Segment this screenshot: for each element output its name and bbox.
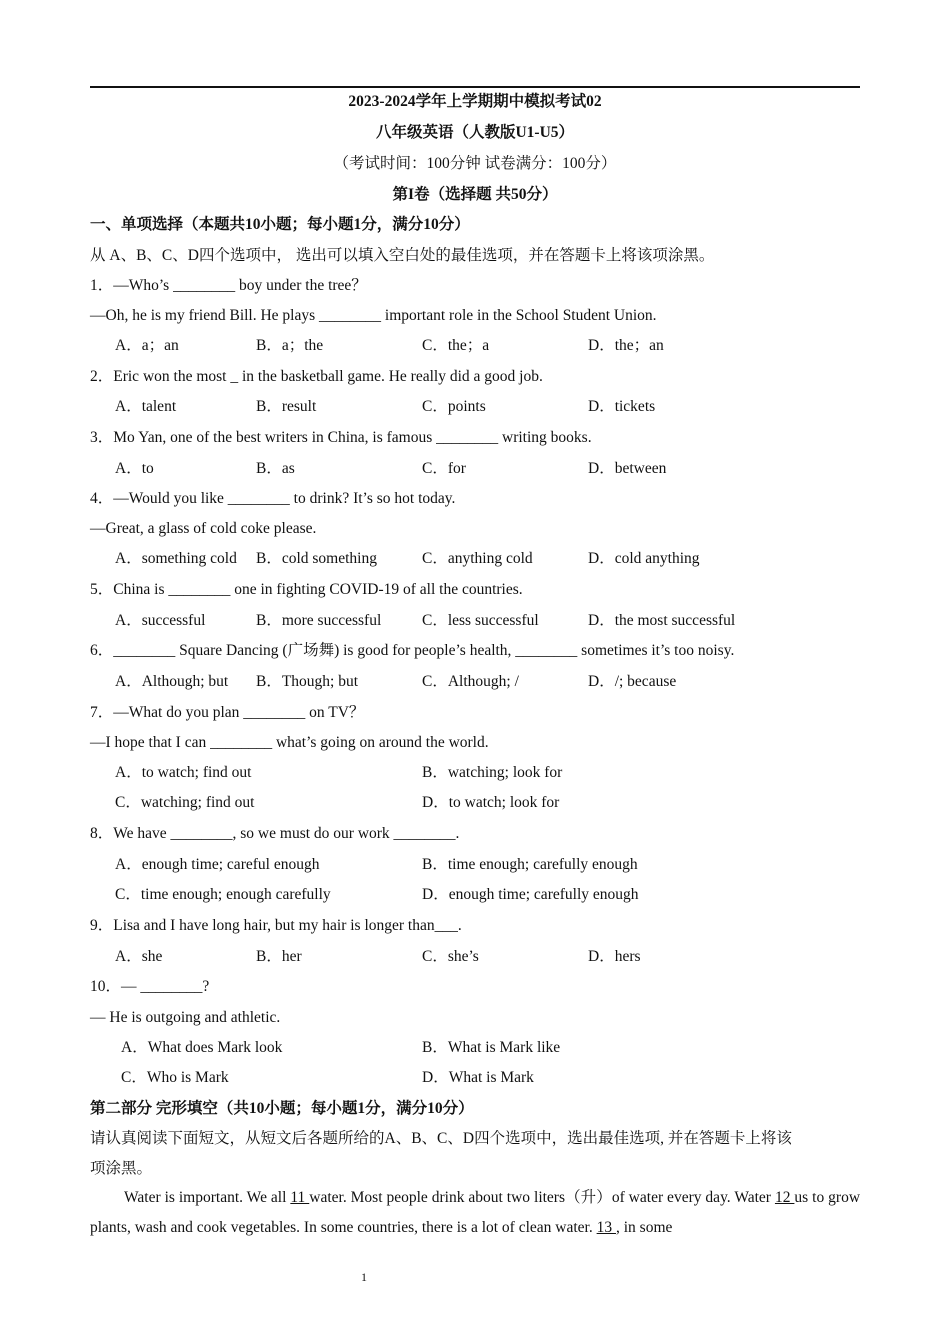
question-9-option-d: D．hers bbox=[588, 948, 641, 965]
question-5-option-d: D．the most successful bbox=[588, 612, 736, 629]
question-2-line-1: 2．Eric won the most _ in the basketball game. He really did a good job. bbox=[90, 368, 543, 385]
question-3-option-c: C．for bbox=[422, 460, 466, 477]
question-4-option-c: C．anything cold bbox=[422, 550, 533, 567]
question-6-option-d: D．/; because bbox=[588, 673, 677, 690]
volume-heading: 第I卷（选择题 共50分） bbox=[392, 186, 558, 203]
section1-heading: 一、单项选择（本题共10小题；每小题1分，满分10分） bbox=[90, 216, 470, 233]
passage-text-2: water. Most people drink about two liters（升）of water every day. Water bbox=[309, 1189, 775, 1206]
question-3-option-d: D．between bbox=[588, 460, 667, 477]
question-10-line-1: 10．— ________? bbox=[90, 978, 210, 995]
question-7-option-a: A．to watch; find out bbox=[115, 764, 252, 781]
question-8-option-a: A．enough time; careful enough bbox=[115, 856, 320, 873]
question-3-option-b: B．as bbox=[256, 460, 295, 477]
section1-instruction: 从 A、B、C、D四个选项中， 选出可以填入空白处的最佳选项，并在答题卡上将该项涂黑。 bbox=[90, 247, 715, 264]
exam-info: （考试时间：100分钟 试卷满分：100分） bbox=[333, 155, 617, 172]
question-10-option-a: A．What does Mark look bbox=[121, 1039, 283, 1056]
question-2-option-c: C．points bbox=[422, 398, 486, 415]
question-5-option-b: B．more successful bbox=[256, 612, 382, 629]
question-8-line-1: 8．We have ________, so we must do our work ________. bbox=[90, 825, 460, 842]
question-5-option-a: A．successful bbox=[115, 612, 206, 629]
question-3-option-a: A．to bbox=[115, 460, 154, 477]
passage-text-4: , in some bbox=[615, 1219, 673, 1236]
question-1-option-b: B．a；the bbox=[256, 337, 324, 354]
question-1-option-d: D．the；an bbox=[588, 337, 664, 354]
cloze-passage bbox=[90, 1183, 860, 1243]
question-1-line-1: 1．—Who’s ________ boy under the tree？ bbox=[90, 277, 367, 294]
question-9-option-b: B．her bbox=[256, 948, 302, 965]
passage-text-3: us to grow plants, wash and cook vegetables. In some countries, there is a lot of clean water. bbox=[90, 1189, 861, 1236]
question-10-option-c: C．Who is Mark bbox=[121, 1069, 229, 1086]
question-4-option-d: D．cold anything bbox=[588, 550, 700, 567]
question-10-option-d: D．What is Mark bbox=[422, 1069, 534, 1086]
question-2-option-a: A．talent bbox=[115, 398, 177, 415]
question-4-line-2: —Great, a glass of cold coke please. bbox=[90, 520, 317, 537]
blank-11: 11 bbox=[290, 1189, 310, 1206]
question-1-line-2: —Oh, he is my friend Bill. He plays ________ important role in the School Student Union. bbox=[90, 307, 657, 324]
question-10-option-b: B．What is Mark like bbox=[422, 1039, 561, 1056]
question-8-option-b: B．time enough; carefully enough bbox=[422, 856, 638, 873]
question-7-option-b: B．watching; look for bbox=[422, 764, 563, 781]
section2-instruction-line-2: 项涂黑。 bbox=[90, 1160, 153, 1177]
question-10-line-2: — He is outgoing and athletic. bbox=[90, 1009, 281, 1026]
question-3-line-1: 3．Mo Yan, one of the best writers in China, is famous ________ writing books. bbox=[90, 429, 592, 446]
question-1-option-c: C．the；a bbox=[422, 337, 490, 354]
header-rule bbox=[90, 86, 860, 88]
question-4-line-1: 4．—Would you like ________ to drink? It’s so hot today. bbox=[90, 490, 456, 507]
question-6-line-1: 6．________ Square Dancing (广场舞) is good for people’s health, ________ sometimes it’s too noisy. bbox=[90, 642, 735, 659]
question-9-option-c: C．she’s bbox=[422, 948, 479, 965]
question-7-line-1: 7．—What do you plan ________ on TV？ bbox=[90, 704, 365, 721]
question-9-option-a: A．she bbox=[115, 948, 163, 965]
question-4-option-b: B．cold something bbox=[256, 550, 377, 567]
question-4-option-a: A．something cold bbox=[115, 550, 237, 567]
question-6-option-b: B．Though; but bbox=[256, 673, 359, 690]
page-number: 1 bbox=[361, 1270, 367, 1284]
question-7-option-d: D．to watch; look for bbox=[422, 794, 560, 811]
question-2-option-d: D．tickets bbox=[588, 398, 656, 415]
section2-heading: 第二部分 完形填空（共10小题；每小题1分，满分10分） bbox=[90, 1100, 474, 1117]
exam-subtitle: 八年级英语（人教版U1-U5） bbox=[375, 124, 575, 141]
question-5-option-c: C．less successful bbox=[422, 612, 539, 629]
section2-instruction-line-1: 请认真阅读下面短文，从短文后各题所给的A、B、C、D四个选项中，选出最佳选项, 并在答题卡上将该 bbox=[90, 1130, 792, 1147]
question-9-line-1: 9．Lisa and I have long hair, but my hair is longer than___. bbox=[90, 917, 462, 934]
question-2-option-b: B．result bbox=[256, 398, 317, 415]
question-7-option-c: C．watching; find out bbox=[115, 794, 255, 811]
question-6-option-c: C．Although; / bbox=[422, 673, 519, 690]
question-1-option-a: A．a；an bbox=[115, 337, 179, 354]
question-8-option-c: C．time enough; enough carefully bbox=[115, 886, 331, 903]
question-8-option-d: D．enough time; carefully enough bbox=[422, 886, 639, 903]
exam-title: 2023-2024学年上学期期中模拟考试02 bbox=[348, 93, 602, 110]
blank-12: 12 bbox=[774, 1189, 795, 1206]
blank-13: 13 bbox=[596, 1219, 616, 1236]
question-5-line-1: 5．China is ________ one in fighting COVID-19 of all the countries. bbox=[90, 581, 523, 598]
question-6-option-a: A．Although; but bbox=[115, 673, 229, 690]
passage-text-1: Water is important. We all bbox=[124, 1189, 291, 1206]
question-7-line-2: —I hope that I can ________ what’s going on around the world. bbox=[90, 734, 489, 751]
